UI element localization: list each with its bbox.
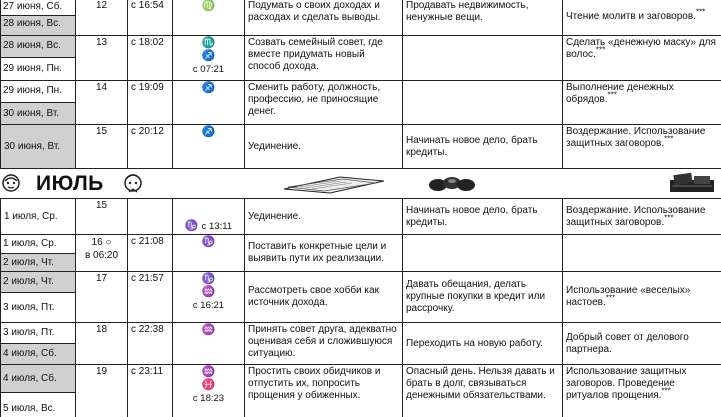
table-row: [1, 81, 721, 125]
moon-face-icon: [0, 172, 22, 194]
date-cell: [1, 323, 76, 365]
moon-face-icon: [122, 170, 144, 196]
table-row: [1, 235, 721, 272]
sagittarius-icon: ♐: [201, 50, 216, 62]
advice-cell: Поставить конкретные цели и выявить пути их реализации.: [245, 235, 403, 272]
deals-cell: Переходить на новую работу.: [403, 323, 563, 365]
advice-cell: Принять совет друга, адекватно оценивая себя и сложившуюся ситуацию.: [245, 323, 403, 365]
sign-change-time: с 07:21: [192, 64, 225, 75]
deals-cell: [403, 36, 563, 81]
date-label: 3 июля, Пт.: [1, 293, 75, 322]
sagittarius-icon: ♐: [201, 82, 216, 94]
date-cell: [1, 125, 76, 169]
date-label: 4 июля, Сб.: [1, 344, 75, 364]
date-cell: [1, 36, 76, 81]
advice-cell: Подумать о своих доходах и расходах и сделать выводы.: [245, 0, 403, 36]
zodiac-sign-change: [173, 365, 245, 417]
ritual-cell: [563, 272, 721, 323]
full-moon-time: в 06:20: [84, 250, 119, 261]
date-cell: [1, 0, 76, 36]
moonrise-time: с 21:08: [128, 235, 173, 272]
lunar-day: 15: [76, 125, 128, 169]
table-row: [1, 36, 721, 81]
zodiac-sign-change: [173, 36, 245, 81]
sagittarius-icon: ♐: [201, 126, 216, 138]
date-label: 27 июня, Сб.: [1, 0, 75, 16]
date-label: 3 июля, Пт.: [1, 323, 75, 344]
lunar-day: 15: [76, 199, 128, 235]
advice-cell: Сменить работу, должность, профессию, не приносящие денег.: [245, 81, 403, 125]
deals-cell: Продавать недвижимость, ненужные вещи.: [403, 0, 563, 36]
date-cell: [1, 81, 76, 125]
aquarius-icon: ♒: [201, 286, 216, 298]
lunar-day: 12: [76, 0, 128, 36]
ritual-cell: [563, 81, 721, 125]
ritual-text: Выполнение денежных обрядов.: [566, 82, 674, 105]
date-label: 28 июня, Вс.: [1, 36, 75, 58]
lunar-day: 14: [76, 81, 128, 125]
table-row: [1, 125, 721, 169]
date-label: 29 июня, Пн.: [1, 58, 75, 80]
date-label: 29 июня, Пн.: [1, 81, 75, 103]
advice-cell: Простить своих обидчиков и отпустить их, попросить прощения у обиженных.: [245, 365, 403, 417]
coins-icon: [428, 173, 478, 193]
table-row: [1, 0, 721, 36]
ritual-cell: Добрый совет от делового партнера.: [563, 323, 721, 365]
date-cell: [1, 272, 76, 323]
capricorn-icon: ♑: [201, 236, 216, 248]
month-title: ИЮЛЬ: [36, 172, 104, 195]
calendar-table-july: [0, 198, 721, 417]
date-label: 1 июля, Ср.: [4, 210, 58, 222]
virgo-icon: ♍: [201, 0, 216, 12]
advice-cell: Уединение.: [245, 199, 403, 235]
ritual-text: Сделать «денежную маску» для волос.: [566, 37, 716, 60]
date-label: 28 июня, Вс.: [1, 16, 75, 32]
calendar-table-june: [0, 0, 721, 169]
advice-cell: Уединение.: [245, 125, 403, 169]
moonrise-time: с 23:11: [128, 365, 173, 417]
moonrise-time: [128, 199, 173, 235]
deals-cell: Начинать новое дело, брать кредиты.: [403, 125, 563, 169]
date-cell: [1, 199, 76, 235]
zodiac-sign: [173, 125, 245, 169]
month-header: [0, 168, 721, 198]
capricorn-icon: ♑: [201, 273, 216, 285]
ritual-text: Воздержание. Использование защитных заговоров.: [566, 126, 706, 149]
ritual-cell: [563, 125, 721, 169]
advice-cell: Созвать семейный совет, где вместе придумать новый способ дохода.: [245, 36, 403, 81]
ritual-cell: [563, 0, 721, 36]
deals-cell: [403, 235, 563, 272]
sign-change-time: с 18:23: [192, 393, 225, 404]
moonrise-time: с 16:54: [128, 0, 173, 36]
lunar-day: 17: [76, 272, 128, 323]
table-row: [1, 272, 721, 323]
ritual-text: Чтение молитв и заговоров.: [566, 11, 696, 22]
lunar-day: 13: [76, 36, 128, 81]
ritual-cell: [563, 235, 721, 272]
deals-cell: Начинать новое дело, брать кредиты.: [403, 199, 563, 235]
zodiac-sign: [173, 0, 245, 36]
moonrise-time: с 20:12: [128, 125, 173, 169]
ritual-cell: [563, 36, 721, 81]
date-cell: [1, 365, 76, 417]
moonrise-time: с 22:38: [128, 323, 173, 365]
scorpio-icon: ♏: [201, 37, 216, 49]
zodiac-sign: [173, 323, 245, 365]
table-row: [1, 323, 721, 365]
footnote-mark: ***: [664, 213, 674, 223]
table-row: [1, 199, 721, 235]
date-label: 5 июля, Вс.: [1, 393, 75, 417]
advice-cell: Рассмотреть свое хобби как источник дохода.: [245, 272, 403, 323]
money-stack-icon: [666, 170, 718, 196]
date-label: 4 июля, Сб.: [1, 365, 75, 393]
footnote-mark: ***: [661, 386, 671, 396]
table-row: [1, 365, 721, 417]
footnote-mark: ***: [607, 90, 617, 100]
ritual-text: Воздержание. Использование защитных заговоров.: [566, 204, 706, 228]
lunar-day: 18: [76, 323, 128, 365]
ritual-text: Использование защитных заговоров. Проведение ритуалов прощения.: [566, 366, 687, 401]
ritual-text: Использование «веселых» настоев.: [566, 285, 691, 308]
zodiac-sign: [173, 81, 245, 125]
zodiac-sign-change: [173, 272, 245, 323]
date-cell: [1, 235, 76, 272]
moonrise-time: с 19:09: [128, 81, 173, 125]
moonrise-time: с 18:02: [128, 36, 173, 81]
footnote-mark: ***: [595, 45, 606, 55]
moonrise-time: с 21:57: [128, 272, 173, 323]
pisces-icon: ♓: [201, 379, 216, 391]
date-label: 30 июня, Вт.: [1, 103, 75, 124]
date-label: 2 июля, Чт.: [1, 254, 75, 271]
lunar-day-number: 16 ○: [91, 237, 112, 248]
sign-change-time: с 13:11: [201, 221, 233, 232]
zodiac-sign: [173, 235, 245, 272]
lunar-day: [76, 235, 128, 272]
deals-cell: Опасный день. Нельзя давать и брать в долг, связываться денежными обязательствами.: [403, 365, 563, 417]
deals-cell: Давать обещания, делать крупные покупки в кредит или рассрочку.: [403, 272, 563, 323]
date-label: 30 июня, Вт.: [4, 140, 61, 152]
deals-cell: [403, 81, 563, 125]
footnote-mark: ***: [605, 293, 616, 303]
date-label: 1 июля, Ср.: [1, 235, 75, 254]
ritual-cell: [563, 199, 721, 235]
date-label: 2 июля, Чт.: [1, 272, 75, 293]
zodiac-sign-change: [173, 199, 245, 235]
capricorn-icon: ♑: [184, 220, 199, 232]
aquarius-icon: ♒: [201, 324, 216, 336]
lunar-day: 19: [76, 365, 128, 417]
sign-change-time: с 16:21: [192, 300, 225, 311]
banknotes-icon: [280, 173, 388, 195]
aquarius-icon: ♒: [201, 366, 216, 378]
footnote-mark: ***: [664, 134, 674, 144]
ritual-cell: [563, 365, 721, 417]
footnote-mark: ***: [695, 7, 706, 17]
